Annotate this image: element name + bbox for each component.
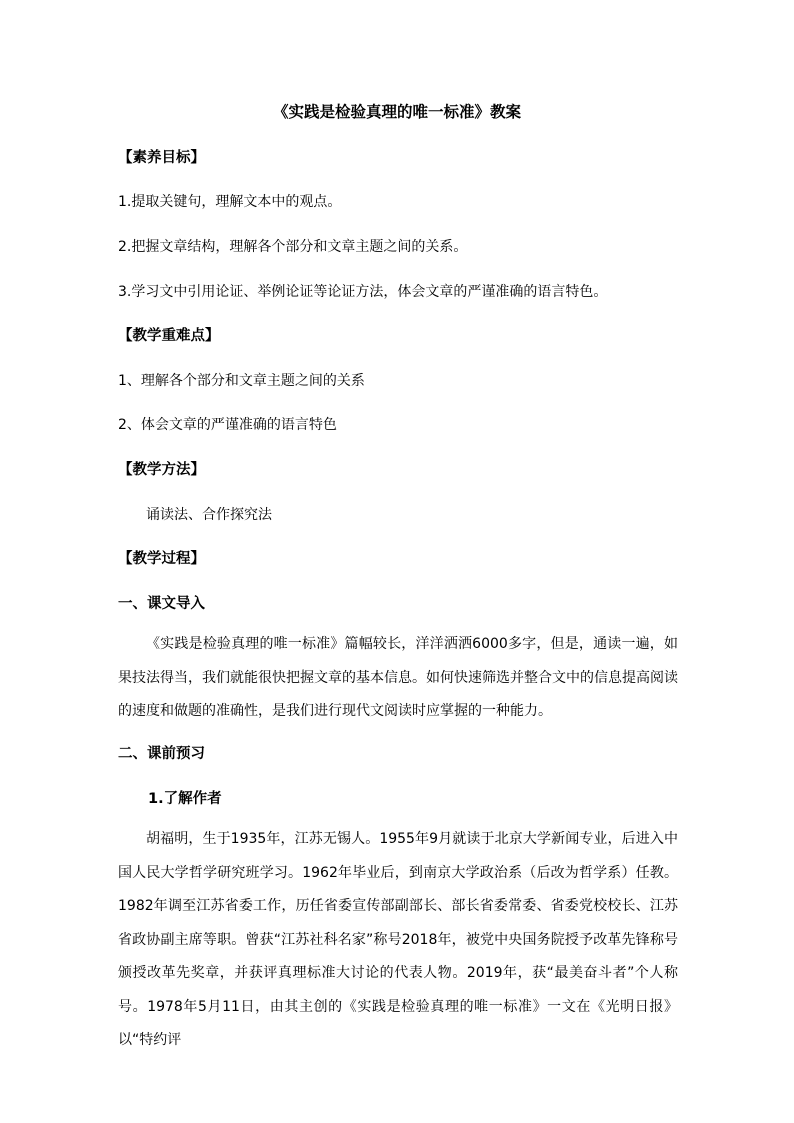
key-points-heading: 【教学重难点】 — [118, 328, 220, 344]
intro-paragraph: 《实践是检验真理的唯一标准》篇幅较长，洋洋洒洒6000多字，但是，通读一遍，如果技法得当，我们就能很快把握文章的基本信息。如何快速筛选并整合文中的信息提高阅读的速度和做题的准确性，是我们进行现代文阅读时应掌握的一种能力。 — [118, 636, 678, 719]
key-point-item-1: 1、理解各个部分和文章主题之间的关系 — [118, 373, 365, 389]
preview-heading: 二、课前预习 — [118, 746, 205, 762]
goals-heading: 【素养目标】 — [118, 150, 205, 166]
author-paragraph: 胡福明，生于1935年，江苏无锡人。1955年9月就读于北京大学新闻专业，后进入中国人民大学哲学研究班学习。1962年毕业后，到南京大学政治系（后改为哲学系）任教。1982年调至江苏省委工作，历任省委宣传部副部长、部长省委常委、省委党校校长、江苏省政协副主席等职。曾获“江苏社科名家”称号2018年，被党中央国务院授予改革先锋称号颁授改革先奖章，并获评真理标准大讨论的代表人物。2019年，获“最美奋斗者”个人称号。1978年5月11日，由其主创的《实践是检验真理的唯一标准》一文在《光明日报》以“特约评 — [118, 831, 678, 1048]
goal-item-1: 1.提取关键句，理解文本中的观点。 — [118, 194, 342, 210]
key-point-item-2: 2、体会文章的严谨准确的语言特色 — [118, 417, 337, 433]
process-heading: 【教学过程】 — [118, 551, 205, 567]
goal-item-3: 3.学习文中引用论证、举例论证等论证方法，体会文章的严谨准确的语言特色。 — [118, 284, 608, 300]
methods-text: 诵读法、合作探究法 — [146, 507, 272, 523]
document-title: 《实践是检验真理的唯一标准》教案 — [272, 103, 521, 121]
goal-item-2: 2.把握文章结构，理解各个部分和文章主题之间的关系。 — [118, 239, 468, 255]
author-heading: 1.了解作者 — [148, 791, 222, 807]
methods-heading: 【教学方法】 — [118, 462, 205, 478]
intro-heading: 一、课文导入 — [118, 596, 205, 612]
